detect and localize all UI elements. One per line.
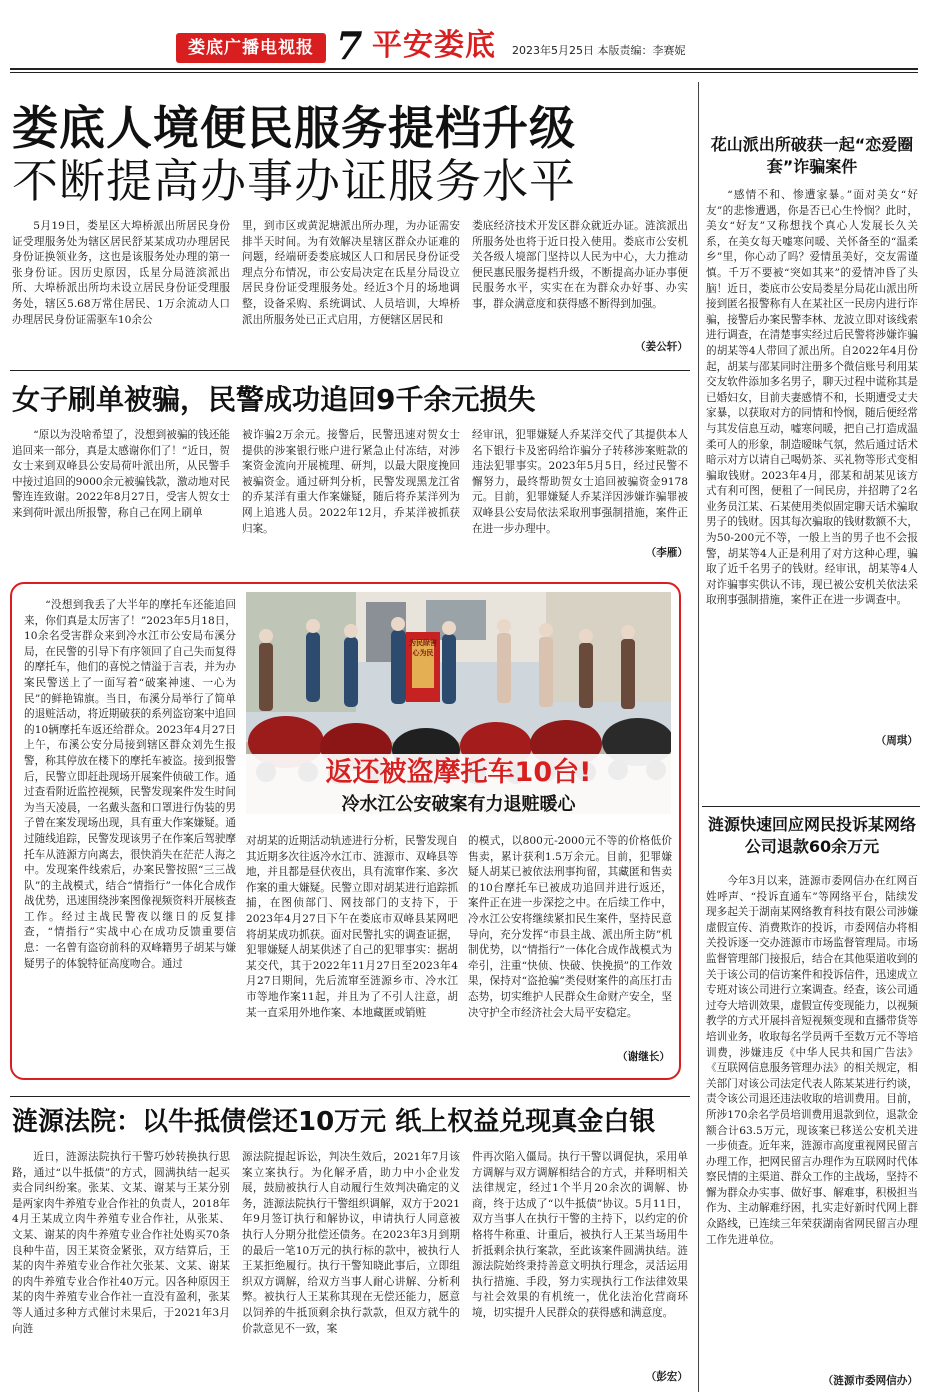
a5-top-rule: [702, 806, 920, 807]
masthead-logo: 娄底广播电视报: [176, 33, 326, 63]
a5-title: 涟源快速回应网民投诉某网络公司退款60余万元: [707, 815, 916, 856]
a5-body: 今年3月以来，涟源市委网信办在红网百姓呼声、“投诉直通车”等网络平台，陆续发现多起关于湖南某网络教育科技有限公司涉嫌虚假宣传、消费欺诈的投诉，市委网信办将相关投诉逐一交办涟源市市场监督管理局。市场监督管理部门接报后，结合在其他渠道收到的关于该公司的信访案件和投诉信件，迅速成立专班对该公司进行立案调查。经查，该公司通过夸大培训效果，虚假宣传变现能力，以视频教学的方式开展抖音短视频变现和直播带货等培训业务，收取每名学员两千至数万元不等培训费，涉嫌违反《中华人民共和国广告法》《互联网信息服务管理办法》的相关规定，相关部门对该公司法定代表人陈某某进行约谈，责令该公司退还违法收取的培训费用。目前，所涉170余名学员培训费用退款到位，退款金额合计63.5万元，现该案已移送公安机关进一步侦查。近年来，涟源市高度重视网民留言办理工作，把网民留言办理作为互联网时代体察民情的主渠道、群众工作的主战场，坚持不懈为群众办实事、做好事、解难事，积极担当作为、主动解难纾困，扎实走好新时代网上群众路线，已连续三年荣获湖南省网民留言办理工作先进单位。: [706, 875, 918, 1246]
a6-col1: 近日，涟源法院执行干警巧妙转换执行思路，通过“以牛抵债”的方式，圆满执结一起买卖合同纠纷案。张某、文某、谢某与王某分别是两家肉牛养殖专业合作社的负责人，2018年4月王某成立肉牛养殖专业合作社，从张某、文某、谢某的肉牛养殖专业合作社处购买70条良种牛苗，因王某资金紧张，双方结算后，王某的肉牛养殖专业合作社欠张某、文某、谢某的肉牛养殖专业合作社40万元。囚各种原因王某的肉牛养殖专业合作社一直没有盈利，张某等人通过多种方式催讨未果后，于2021年3月向涟: [12, 1151, 230, 1335]
a5-signature: （涟源市委网信办）: [822, 1375, 918, 1387]
a3-subtitle: 冷水江公安破案有力退赃暖心: [341, 794, 576, 815]
a1-col1: 5月19日，娄星区大埠桥派出所居民身份证受理服务处为辖区居民舒某某成功办理居民身份证换领业务，这也是该服务处办理的第一张身份证。因历史原因，氐星分局涟滨派出所、大埠桥派出所均未设立居民身份证受理服务处，辖区5.68万常住居民、1万余流动人口办理居民身份证需驱车10余公: [12, 220, 230, 326]
a1-signature: （姜公轩）: [635, 341, 688, 353]
a3-banner-text: 为民除害 心为民: [409, 638, 437, 657]
column-divider: [698, 82, 699, 1392]
a3-signature: （谢继长）: [617, 1051, 670, 1063]
masthead-rule-thin: [10, 72, 918, 73]
a1-subtitle: 不断提高办事办证服务水平: [12, 154, 576, 208]
a3-title: 返还被盗摩托车10台!: [325, 757, 592, 788]
a1-bottom-rule: [10, 370, 690, 371]
section-title: 平安娄底: [372, 28, 496, 63]
a2-col1: “原以为没啥希望了，没想到被骗的钱还能追回来一部分，真是太感谢你们了！”近日，贺女士来到双峰县公安局荷叶派出所，从民警手中接过追回的9000余元被骗钱款，激动地对民警连连致谢。2022年8月27日，受害人贺女士来到荷叶派出所报警，称自己在网上刷单: [12, 429, 230, 519]
a2-col2: 被诈骗2万余元。接警后，民警迅速对贺女士提供的涉案银行账户进行紧急止付冻结，对涉案资金流向开展梳理、研判，以最大限度挽回被骗资金。通过研判分析，民警发现黑龙江省的乔某洋有重大作案嫌疑，随后将乔某洋列为网上追逃人员。2022年12月，乔某洋被抓获归案。: [242, 429, 460, 535]
a1-col3: 娄底经济技术开发区群众就近办证。涟滨派出所服务处也将于近日投入使用。娄底市公安机关各级人境部门坚持以人民为中心，大力推动便民惠民服务提档升级，不断提高办证办事便民服务水平，实实在在为群众办好事、办实事，群众满意度和获得感不断得到加强。: [472, 220, 688, 310]
page-number: 7: [336, 23, 363, 68]
a6-signature: （彭宏）: [645, 1371, 688, 1383]
date-editor: 2023年5月25日 本版责编：李赛妮: [512, 44, 686, 57]
a2-col3: 经审讯，犯罪嫌疑人乔某洋交代了其提供本人名下银行卡及密码给诈骗分子转移涉案赃款的违法犯罪事实。2023年5月5日，经过民警不懈努力，最终帮助贺女士追回被骗资金9178元。目前，犯罪嫌疑人乔某洋因涉嫌诈骗罪被双峰县公安局依法采取刑事强制措施，案件正在进一步办理中。: [472, 429, 688, 535]
a1-col2: 里，到市区或黄泥塘派出所办理，为办证需安排半天时间。为有效解决星辖区群众办证难的问题，经端研委娄底城区人口和居民身份证受理点分布情况，市公安局决定在氐星分局设立居民身份证受理服务处。经近3个月的场地调整，设备采购、系统调试、人员培训，大埠桥派出所服务处已正式启用，方便辖区居民和: [242, 220, 460, 326]
a6-col2: 源法院提起诉讼，判决生效后，2021年7月该案立案执行。为化解矛盾，助力中小企业发展，鼓励被执行人自动履行生效判决确定的义务，涟源法院执行干警组织调解，双方于2021年9月签订执行和解协议，申请执行人同意被执行人分期分批偿还债务。在2023年3月到期的最后一笔10万元的执行标的款中，被执行人王某拒绝履行。执行干警知晓此事后，立即组织双方调解，给双方当事人耐心讲解、分析利弊。被执行人王某称其现在无偿还能力，愿意以饲养的牛抵顶剩余执行款款，但双方就牛的价款意见不一致，案: [242, 1151, 460, 1335]
a4-title: 花山派出所破获一起“恋爱圈套”诈骗案件: [710, 135, 914, 176]
a4-signature: （周琪）: [875, 735, 918, 747]
a3-col2: 对胡某的近期活动轨迹进行分析，民警发现自其近期多次往返冷水江市、涟源市、双峰县等地，并且都是昼伏夜出，具有流窜作案、多次作案的重大嫌疑。民警立即对胡某进行追踪抓捕，在图侦部门、网技部门的支持下，于2023年4月27日下午在娄底市双峰县某网吧将胡某成功抓获。面对民警扎实的调查证据，犯罪嫌疑人胡某供述了自己的犯罪事实：据胡某交代，其于2022年11月27日至2023年4月27日期间，先后流窜至涟源乡市、冷水江市等地作案11起，并且为了不引人注意，胡某一直采用外地作案、本地藏匿或销赃: [246, 835, 458, 1019]
a3-col1: “没想到我丢了大半年的摩托车还能追回来，你们真是太厉害了！”2023年5月18日，10余名受害群众来到冷水江市公安局布溪分局，在民警的引导下有序领回了自己失而复得的摩托车，他们的喜悦之情溢于言表，并为办案民警送上了一面写着“破案神速、一心为民”的鲜艳锦旗。当日，布溪分局举行了简单的退赃活动，将近期破获的系列盗窃案中追回的10辆摩托车返还给群众。2023年4月27日上午，布溪公安分局接到辖区群众刘先生报警，称其停放在楼下的摩托车被盗。接到报警后，民警立即赶赴现场开展案件侦破工作。通过查看附近监控视频，民警发现案件发生时间为当天凌晨，一名戴头盔和口罩进行伪装的男子曾在案发现场出现，具有重大作案嫌疑。通过随线追踪，民警发现该男子在作案后驾驶摩托车从涟源方向离去，很快消失在茫茫人海之中。发现案件线索后，办案民警按照“三三战队”的主战模式，结合“情指行”一体化合成作战优势，迅速围绕涉案图像视频资料开展核查工作。经过主战民警夜以继日的反复排查，“情指行”实战中心在成功反馈重要信息：一名曾有盗窃前科的双峰籍男子胡某与嫌疑男子的体貌特征高度吻合。通过: [24, 599, 236, 970]
a6-title: 涟源法院：以牛抵债偿还10万元 纸上权益兑现真金白银: [12, 1107, 656, 1137]
a6-top-rule: [10, 1096, 690, 1097]
a6-col3: 件再次陷入僵局。执行干警以调促执，采用单方调解与双方调解相结合的方式，并释明相关法律规定，经过1个半月20余次的调解、协商，终于达成了“以牛抵债”协议。5月11日，双方当事人在执行干警的主持下，以约定的价格将牛称重、计重后，被执行人王某当场用牛折抵剩余执行案款，至此该案件圆满执结。涟源法院始终秉持善意文明执行理念，灵活运用执行措施、手段，努力实现执行工作法律效果与社会效果的有机统一，优化法治化营商环境，切实提升人民群众的获得感和满意度。: [472, 1151, 688, 1319]
a2-signature: （李雁）: [645, 547, 688, 559]
a4-body: “感情不和、惨遭家暴。”面对美女“好友”的悲惨遭遇，你是否已心生怜悯？此时，美女“好友”又称想找个真心人发展长久关系，在美女每天嘘寒问暖、关怀备至的“温柔乡”里，你心动了吗？爱情虽美好，交友需谨慎。千万不要被“突如其来”的爱情冲昏了头脑！近日，娄底市公安局娄星分局花山派出所接到匿名报警称有人在某社区一民房内进行诈骗，接警后办案民警李林、龙波立即对该线索进行调查，在清楚事实经过后民警将涉嫌诈骗的胡某等4人带回了派出所。自2022年4月份起，胡某与邵某同时注册多个微信账号利用某交友软件添加多名男子，聊天过程中谎称其是已婚妇女，目前夫妻感情不和，长期遭受丈夫家暴，以获取对方的同情和怜悯，随后便经常与其发信息互动，嘘寒问暖，把自己打造成温柔可人的形象，制造暧昧气氛，然后通过话术暗示对方以请自己喝奶茶、买礼物等形式变相骗取钱财。2023年4月，邵某和胡某见该方式有利可图，便租了一间民房，并招聘了2名业务员江某、石某使用类似固定聊天话术骗取男子的钱财。因其每次骗取的钱财数额不大，为50-200元不等，一般上当的男子也不会报警，胡某等4人正是利用了对方这种心理，骗取了近千名男子的钱财。经审讯，胡某等4人对诈骗事实供认不讳，现已被公安机关依法采取刑事强制措施，案件正在进一步调查中。: [706, 189, 918, 607]
masthead-rule: [10, 68, 918, 70]
a1-title: 娄底人境便民服务提档升级: [12, 101, 576, 155]
a2-title: 女子刷单被骗，民警成功追回9千余元损失: [12, 383, 536, 416]
a3-col3: 的模式，以800元-2000元不等的价格低价售卖，累计获利1.5万余元。目前，犯罪嫌疑人胡某已被依法刑事拘留，其藏匿和售卖的10台摩托车已被成功追回并进行返还，案件正在进一步深挖之中。在后续工作中，冷水江公安将继续紧扣民生案件，坚持民意导向，充分发挥“市县主战、派出所主防”机制优势，以“情指行”一体化合成作战模式为牵引，注重“快侦、快破、快挽损”的工作效果，保持对“盗抢骗”类侵财案件的高压打击态势，切实维护人民群众生命财产安全，坚决守护全市经济社会大局平安稳定。: [468, 835, 672, 1019]
